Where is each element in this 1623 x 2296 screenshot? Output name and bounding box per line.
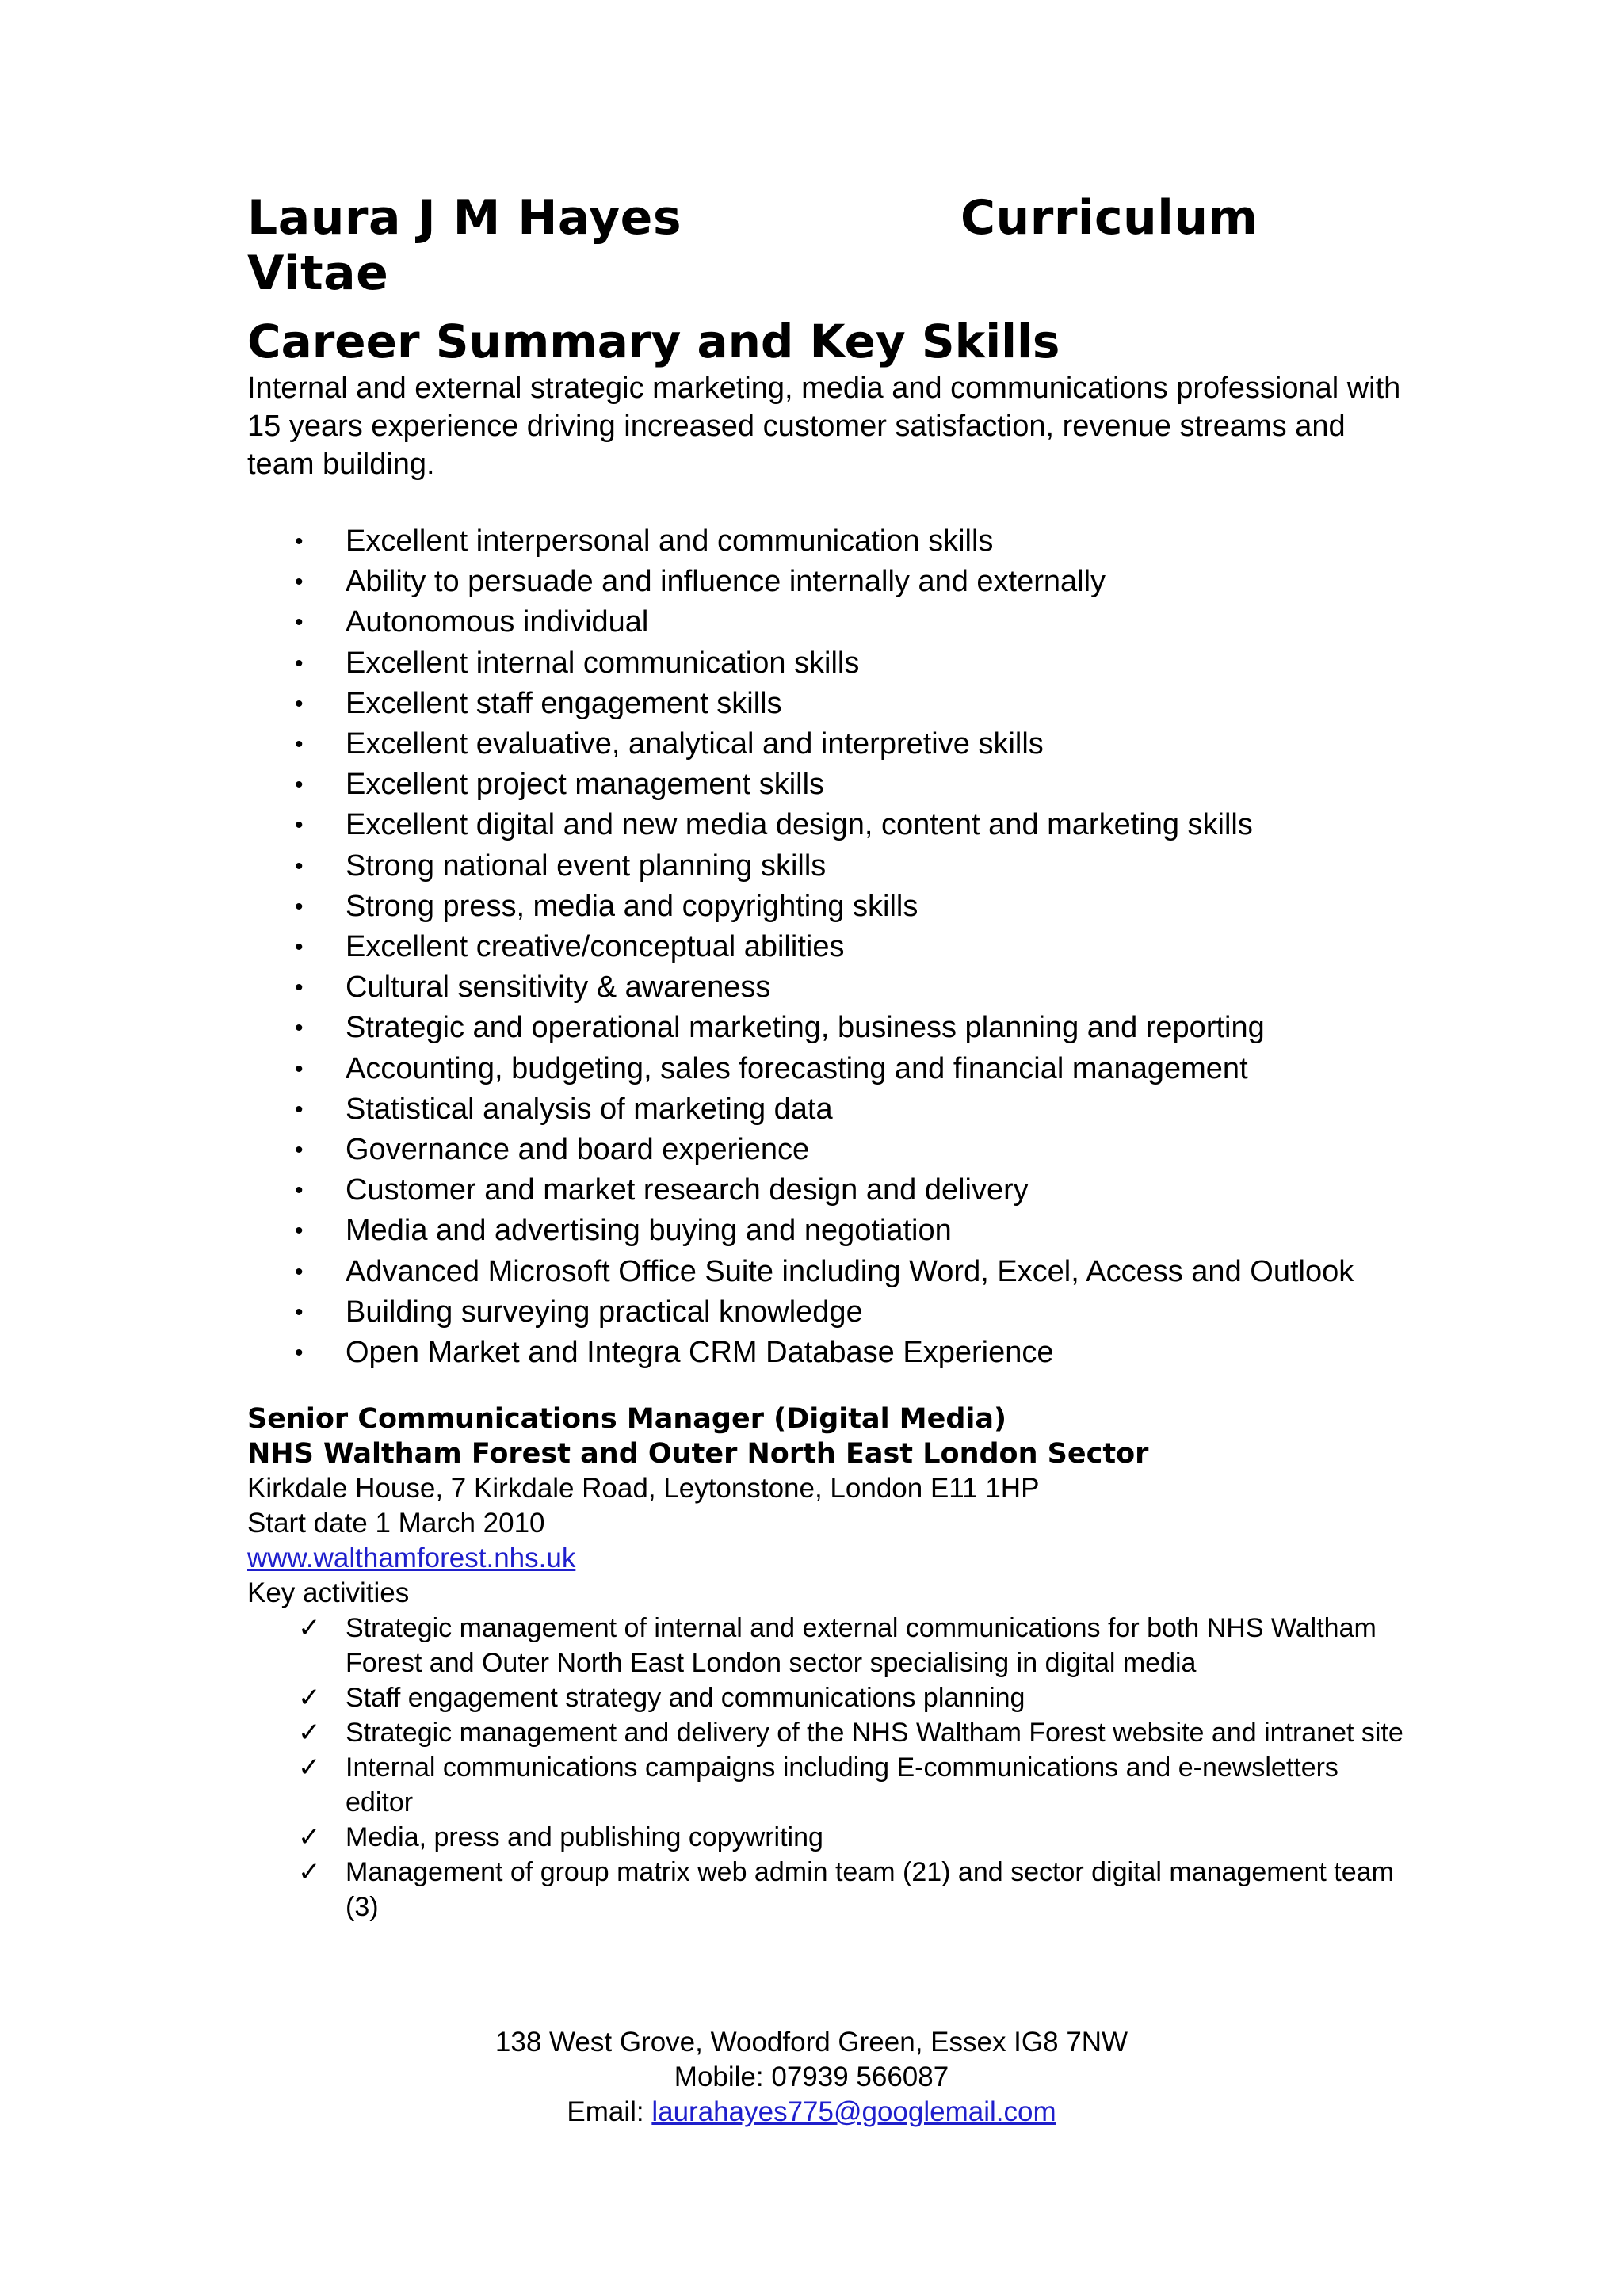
skill-text: Autonomous individual: [346, 605, 649, 639]
checkmark-icon: ✓: [298, 1612, 321, 1645]
job-role: Senior Communications Manager (Digital Media): [247, 1403, 1007, 1436]
skill-text: Customer and market research design and delivery: [346, 1173, 1029, 1207]
doc-title-vitae: Vitae: [247, 246, 389, 301]
activity-text: Media, press and publishing copywriting: [346, 1822, 823, 1853]
skill-item: [247, 967, 1404, 1008]
activity-item: [247, 1820, 1404, 1855]
bullet-icon: •: [295, 1096, 304, 1123]
skill-item: [247, 602, 1404, 643]
candidate-name: Laura J M Hayes: [247, 190, 682, 246]
skill-item: [247, 1049, 1404, 1089]
skill-text: Strong national event planning skills: [346, 849, 827, 883]
checkmark-icon: ✓: [298, 1717, 321, 1749]
cv-page: [247, 190, 1404, 1924]
footer-email-label: Email:: [567, 2096, 652, 2127]
bullet-icon: •: [295, 1177, 304, 1204]
skill-item: [247, 562, 1404, 602]
bullet-icon: •: [295, 893, 304, 920]
activity-text: Strategic management of internal and external communications for both NHS Waltham Forest and Outer North East London sector specialising in digital media: [346, 1613, 1377, 1679]
activity-text: Staff engagement strategy and communications planning: [346, 1683, 1025, 1714]
checkmark-icon: ✓: [298, 1752, 321, 1784]
skill-item: [247, 1333, 1404, 1373]
skill-item: [247, 1008, 1404, 1048]
skill-item: [247, 805, 1404, 845]
skill-text: Governance and board experience: [346, 1133, 810, 1167]
bullet-icon: •: [295, 1015, 304, 1042]
activity-item: [247, 1680, 1404, 1715]
job-website-link[interactable]: www.walthamforest.nhs.uk: [247, 1543, 576, 1574]
bullet-icon: •: [295, 1258, 304, 1285]
checkmark-icon: ✓: [298, 1856, 321, 1889]
skill-text: Cultural sensitivity & awareness: [346, 971, 771, 1005]
career-summary-paragraph: Internal and external strategic marketing, media and communications professional with 15 years experience driving increased customer satisfaction, revenue streams and team building.: [247, 372, 1401, 481]
skill-text: Accounting, budgeting, sales forecasting and financial management: [346, 1051, 1248, 1085]
bullet-icon: •: [295, 1299, 304, 1325]
footer-email-line: [0, 2095, 1623, 2130]
skill-text: Excellent interpersonal and communication skills: [346, 524, 994, 558]
bullet-icon: •: [295, 609, 304, 636]
skill-text: Excellent evaluative, analytical and interpretive skills: [346, 727, 1044, 761]
skill-item: [247, 684, 1404, 724]
footer-mobile: Mobile: 07939 566087: [674, 2061, 949, 2092]
job-organisation: NHS Waltham Forest and Outer North East London Sector: [247, 1438, 1149, 1470]
skill-text: Open Market and Integra CRM Database Experience: [346, 1336, 1054, 1370]
skills-list: [247, 521, 1404, 1373]
activity-text: Strategic management and delivery of the NHS Waltham Forest website and intranet site: [346, 1718, 1403, 1749]
skill-item: [247, 1252, 1404, 1292]
bullet-icon: •: [295, 731, 304, 758]
skill-text: Strong press, media and copyrighting skills: [346, 889, 918, 923]
bullet-icon: •: [295, 1218, 304, 1245]
bullet-icon: •: [295, 690, 304, 717]
skill-item: [247, 1211, 1404, 1251]
footer-address: 138 West Grove, Woodford Green, Essex IG8 7NW: [495, 2027, 1128, 2058]
bullet-icon: •: [295, 650, 304, 677]
bullet-icon: •: [295, 1340, 304, 1367]
activity-item: [247, 1715, 1404, 1750]
bullet-icon: •: [295, 1055, 304, 1082]
skill-item: [247, 1089, 1404, 1130]
job-address: Kirkdale House, 7 Kirkdale Road, Leytonstone, London E11 1HP: [247, 1473, 1040, 1505]
skill-item: [247, 887, 1404, 927]
activity-item: [247, 1855, 1404, 1924]
skill-item: [247, 724, 1404, 765]
bullet-icon: •: [295, 974, 304, 1001]
bullet-icon: •: [295, 772, 304, 799]
skill-text: Strategic and operational marketing, business planning and reporting: [346, 1011, 1265, 1045]
bullet-icon: •: [295, 569, 304, 596]
key-activities-label: Key activities: [247, 1577, 410, 1609]
skill-item: [247, 1130, 1404, 1170]
contact-footer: [0, 2025, 1623, 2130]
skill-text: Excellent internal communication skills: [346, 646, 860, 680]
skill-text: Building surveying practical knowledge: [346, 1295, 863, 1329]
bullet-icon: •: [295, 934, 304, 961]
skill-text: Media and advertising buying and negotiation: [346, 1214, 952, 1248]
skill-text: Statistical analysis of marketing data: [346, 1092, 833, 1126]
skill-item: [247, 521, 1404, 562]
checkmark-icon: ✓: [298, 1821, 321, 1854]
job-start-date: Start date 1 March 2010: [247, 1508, 545, 1539]
skill-item: [247, 1170, 1404, 1211]
skill-text: Ability to persuade and influence internally and externally: [346, 565, 1106, 599]
footer-email-link[interactable]: laurahayes775@googlemail.com: [651, 2096, 1056, 2127]
skill-text: Excellent digital and new media design, content and marketing skills: [346, 808, 1253, 842]
skill-item: [247, 765, 1404, 805]
bullet-icon: •: [295, 852, 304, 879]
bullet-icon: •: [295, 812, 304, 839]
cv-title: [247, 190, 1404, 301]
bullet-icon: •: [295, 528, 304, 555]
skill-item: [247, 1292, 1404, 1333]
skill-text: Excellent creative/conceptual abilities: [346, 930, 845, 964]
skill-item: [247, 643, 1404, 684]
activity-text: Internal communications campaigns including E-communications and e-newsletters editor: [346, 1753, 1338, 1818]
skill-text: Excellent staff engagement skills: [346, 686, 782, 720]
career-summary-heading: Career Summary and Key Skills: [247, 315, 1060, 368]
job-entry: [247, 1402, 1404, 1924]
skill-item: [247, 846, 1404, 887]
activity-text: Management of group matrix web admin team (21) and sector digital management team (3): [346, 1857, 1394, 1923]
bullet-icon: •: [295, 1137, 304, 1164]
skill-text: Excellent project management skills: [346, 768, 825, 802]
skill-item: [247, 927, 1404, 967]
checkmark-icon: ✓: [298, 1682, 321, 1714]
activity-item: [247, 1750, 1404, 1820]
activity-item: [247, 1611, 1404, 1680]
skill-text: Advanced Microsoft Office Suite including Word, Excel, Access and Outlook: [346, 1254, 1354, 1288]
key-activities-list: [247, 1611, 1404, 1924]
doc-title-curriculum: Curriculum: [960, 190, 1258, 246]
